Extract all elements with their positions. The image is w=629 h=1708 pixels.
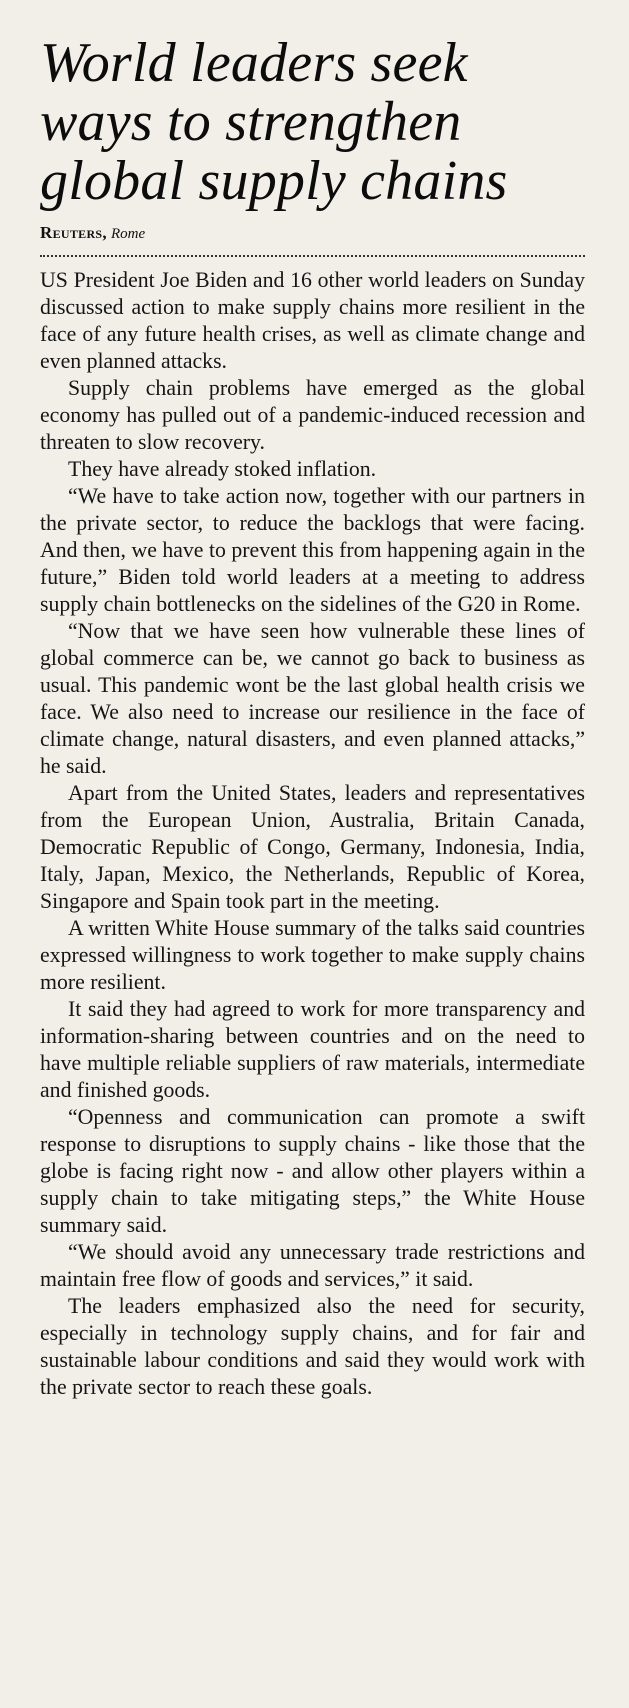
headline-line-3: global supply chains xyxy=(40,149,508,212)
paragraph-9: “Openness and communication can promote a swift response to disruptions to supply chains - like those that the globe is facing right now - and allow other players within a supply chain to take mitigating steps,” the White House summary said. xyxy=(40,1105,585,1238)
paragraph-1: US President Joe Biden and 16 other world leaders on Sunday discussed action to make supply chains more resilient in the face of any future health crises, as well as climate change and even planned attacks. xyxy=(40,268,585,374)
headline-line-1: World leaders seek xyxy=(40,32,468,94)
byline xyxy=(40,224,585,243)
paragraph-3: They have already stoked inflation. xyxy=(68,457,377,482)
paragraph-6: Apart from the United States, leaders and representatives from the European Union, Australia, Britain Canada, Democratic Republic of Congo, Germany, Indonesia, India, Italy, Japan, Mexico, the Netherlands, Republic of Korea, Singapore and Spain took part in the meeting. xyxy=(40,781,585,914)
headline xyxy=(40,34,585,210)
byline-agency: Reuters, xyxy=(40,223,107,243)
paragraph-11: The leaders emphasized also the need for security, especially in technology supply chains, and for fair and sustainable labour conditions and said they would work with the private sector to reach these goals. xyxy=(40,1294,585,1400)
paragraph-2: Supply chain problems have emerged as the global economy has pulled out of a pandemic-induced recession and threaten to slow recovery. xyxy=(40,376,585,455)
headline-line-2: ways to strengthen xyxy=(40,90,462,153)
paragraph-8: It said they had agreed to work for more transparency and information-sharing between countries and on the need to have multiple reliable suppliers of raw materials, intermediate and finished goods. xyxy=(40,997,585,1103)
paragraph-4: “We have to take action now, together with our partners in the private sector, to reduce the backlogs that were facing. And then, we have to prevent this from happening again in the future,” Biden told world leaders at a meeting to address supply chain bottlenecks on the sidelines of the G20 in Rome. xyxy=(40,484,585,617)
paragraph-5: “Now that we have seen how vulnerable these lines of global commerce can be, we cannot go back to business as usual. This pandemic wont be the last global health crisis we face. We also need to increase our resilience in the face of climate change, natural disasters, and even planned attacks,” he said. xyxy=(40,619,585,779)
paragraph-10: “We should avoid any unnecessary trade restrictions and maintain free flow of goods and services,” it said. xyxy=(40,1240,585,1292)
byline-location: Rome xyxy=(110,226,146,243)
article-body xyxy=(40,267,585,1401)
paragraph-7: A written White House summary of the talks said countries expressed willingness to work together to make supply chains more resilient. xyxy=(40,916,585,995)
dotted-divider xyxy=(40,255,585,257)
